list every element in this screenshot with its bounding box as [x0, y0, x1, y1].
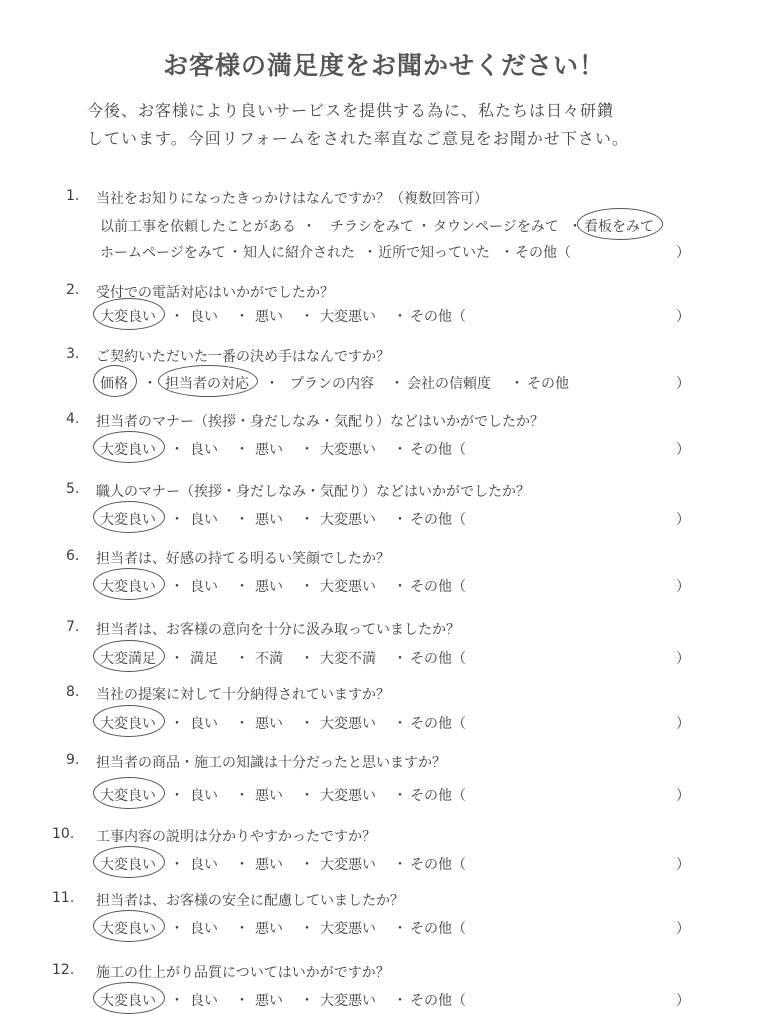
question-3-number: 3. — [66, 346, 80, 362]
question-3-option[interactable]: 価格 — [100, 376, 128, 392]
option-separator: ・ — [393, 716, 407, 732]
question-11-option[interactable]: 悪い — [255, 921, 283, 937]
close-paren: ） — [676, 309, 690, 325]
option-separator: ・ — [300, 651, 314, 667]
option-separator: ・ — [235, 579, 249, 595]
option-separator: ・ — [170, 442, 184, 458]
question-1-option[interactable]: 以前工事を依頼したことがある — [100, 219, 296, 235]
close-paren: ） — [676, 993, 690, 1009]
question-7-option[interactable]: 不満 — [255, 651, 283, 667]
question-9-option[interactable]: 大変悪い — [320, 788, 376, 804]
question-11-option[interactable]: その他（ — [410, 921, 466, 937]
option-separator: ・ — [393, 788, 407, 804]
question-6-option[interactable]: 悪い — [255, 579, 283, 595]
option-separator: ・ — [170, 921, 184, 937]
question-11-text: 担当者は、お客様の安全に配慮していましたか？ — [96, 893, 404, 909]
question-5-option[interactable]: 大変悪い — [320, 512, 376, 528]
option-separator: ・ — [500, 245, 514, 261]
question-7-option[interactable]: 満足 — [190, 651, 218, 667]
option-separator: ・ — [393, 993, 407, 1009]
question-3-option[interactable]: 担当者の対応 — [165, 376, 249, 392]
question-6-option[interactable]: その他（ — [410, 579, 466, 595]
question-8-option[interactable]: その他（ — [410, 716, 466, 732]
question-3-option[interactable]: プランの内容 — [290, 376, 374, 392]
option-separator: ・ — [300, 716, 314, 732]
question-1-option[interactable]: 近所で知っていた — [378, 245, 490, 261]
option-separator: ・ — [390, 376, 404, 392]
question-2-option[interactable]: 大変悪い — [320, 309, 376, 325]
question-4-option[interactable]: その他（ — [410, 442, 466, 458]
option-separator: ・ — [393, 512, 407, 528]
question-8-option[interactable]: 良い — [190, 716, 218, 732]
option-separator: ・ — [302, 219, 316, 235]
option-separator: ・ — [568, 219, 582, 235]
question-2-number: 2. — [66, 282, 80, 298]
option-separator: ・ — [300, 857, 314, 873]
intro-line-1: 今後、お客様により良いサービスを提供する為に、私たちは日々研鑽 — [87, 101, 615, 120]
question-8-option[interactable]: 大変悪い — [320, 716, 376, 732]
question-6-option[interactable]: 大変悪い — [320, 579, 376, 595]
question-10-number: 10. — [52, 826, 75, 842]
question-7-option[interactable]: 大変不満 — [320, 651, 376, 667]
option-separator: ・ — [300, 921, 314, 937]
question-4-number: 4. — [66, 411, 80, 427]
option-separator: ・ — [170, 716, 184, 732]
question-2-option[interactable]: 良い — [190, 309, 218, 325]
question-1-option[interactable]: その他（ — [515, 245, 571, 261]
question-3-text: ご契約いただいた一番の決め手はなんですか？ — [96, 349, 390, 365]
close-paren: ） — [676, 921, 690, 937]
close-paren: ） — [676, 512, 690, 528]
question-2-text: 受付での電話対応はいかがでしたか？ — [96, 285, 334, 301]
question-9-option[interactable]: 大変良い — [100, 788, 156, 804]
option-separator: ・ — [228, 245, 242, 261]
option-separator: ・ — [170, 651, 184, 667]
question-11-option[interactable]: 大変良い — [100, 921, 156, 937]
option-separator: ・ — [235, 921, 249, 937]
question-8-number: 8. — [66, 684, 80, 700]
question-5-option[interactable]: 良い — [190, 512, 218, 528]
option-separator: ・ — [235, 857, 249, 873]
question-2-option[interactable]: その他（ — [410, 309, 466, 325]
question-12-text: 施工の仕上がり品質についてはいかがですか？ — [96, 965, 390, 981]
close-paren: ） — [676, 788, 690, 804]
option-separator: ・ — [143, 376, 157, 392]
option-separator: ・ — [170, 857, 184, 873]
question-2-option[interactable]: 悪い — [255, 309, 283, 325]
question-11-number: 11. — [52, 890, 75, 906]
question-11-option[interactable]: 大変悪い — [320, 921, 376, 937]
question-6-option[interactable]: 大変良い — [100, 579, 156, 595]
question-4-text: 担当者のマナー（挨拶・身だしなみ・気配り）などはいかがでしたか？ — [96, 414, 544, 430]
question-10-option[interactable]: 大変悪い — [320, 857, 376, 873]
question-5-number: 5. — [66, 481, 80, 497]
question-4-option[interactable]: 良い — [190, 442, 218, 458]
option-separator: ・ — [510, 376, 524, 392]
option-separator: ・ — [393, 921, 407, 937]
question-1-option[interactable]: タウンページをみて — [433, 219, 559, 235]
question-9-option[interactable]: 悪い — [255, 788, 283, 804]
close-paren: ） — [676, 245, 690, 261]
option-separator: ・ — [363, 245, 377, 261]
question-11-option[interactable]: 良い — [190, 921, 218, 937]
question-5-text: 職人のマナー（挨拶・身だしなみ・気配り）などはいかがでしたか？ — [96, 484, 530, 500]
option-separator: ・ — [300, 788, 314, 804]
option-separator: ・ — [300, 442, 314, 458]
question-1-number: 1. — [66, 188, 80, 204]
question-9-option[interactable]: 良い — [190, 788, 218, 804]
option-separator: ・ — [235, 309, 249, 325]
question-1-option[interactable]: 知人に紹介された — [243, 245, 355, 261]
question-12-option[interactable]: その他（ — [410, 993, 466, 1009]
question-7-option[interactable]: その他（ — [410, 651, 466, 667]
option-separator: ・ — [170, 512, 184, 528]
question-9-number: 9. — [66, 752, 80, 768]
option-separator: ・ — [235, 651, 249, 667]
question-8-option[interactable]: 大変良い — [100, 716, 156, 732]
close-paren: ） — [676, 857, 690, 873]
question-3-option[interactable]: その他 — [527, 376, 569, 392]
option-separator: ・ — [170, 579, 184, 595]
option-separator: ・ — [235, 716, 249, 732]
option-separator: ・ — [300, 309, 314, 325]
question-12-number: 12. — [52, 962, 75, 978]
question-12-option[interactable]: 大変悪い — [320, 993, 376, 1009]
question-7-option[interactable]: 大変満足 — [100, 651, 156, 667]
intro-line-2: しています。今回リフォームをされた率直なご意見をお聞かせ下さい。 — [87, 129, 629, 148]
question-8-option[interactable]: 悪い — [255, 716, 283, 732]
question-12-option[interactable]: 良い — [190, 993, 218, 1009]
question-4-option[interactable]: 大変悪い — [320, 442, 376, 458]
question-5-option[interactable]: 悪い — [255, 512, 283, 528]
close-paren: ） — [676, 651, 690, 667]
option-separator: ・ — [417, 219, 431, 235]
option-separator: ・ — [300, 993, 314, 1009]
question-1-text: 当社をお知りになったきっかけはなんですか？（複数回答可） — [96, 191, 488, 207]
question-6-number: 6. — [66, 548, 80, 564]
question-5-option[interactable]: その他（ — [410, 512, 466, 528]
option-separator: ・ — [393, 579, 407, 595]
question-10-option[interactable]: 良い — [190, 857, 218, 873]
question-1-option[interactable]: 看板をみて — [584, 219, 654, 235]
question-5-option[interactable]: 大変良い — [100, 512, 156, 528]
option-separator: ・ — [300, 512, 314, 528]
question-12-option[interactable]: 悪い — [255, 993, 283, 1009]
question-1-option[interactable]: チラシをみて — [330, 219, 414, 235]
question-7-text: 担当者は、お客様の意向を十分に汲み取っていましたか？ — [96, 622, 460, 638]
question-3-option[interactable]: 会社の信頼度 — [407, 376, 491, 392]
question-1-option[interactable]: ホームページをみて — [100, 245, 226, 261]
close-paren: ） — [676, 716, 690, 732]
question-2-option[interactable]: 大変良い — [100, 309, 156, 325]
option-separator: ・ — [170, 993, 184, 1009]
close-paren: ） — [676, 442, 690, 458]
option-separator: ・ — [300, 579, 314, 595]
page-title: お客様の満足度をお聞かせください！ — [162, 51, 605, 80]
question-9-text: 担当者の商品・施工の知識は十分だったと思いますか？ — [96, 755, 446, 771]
question-10-option[interactable]: 悪い — [255, 857, 283, 873]
close-paren: ） — [676, 376, 690, 392]
question-4-option[interactable]: 悪い — [255, 442, 283, 458]
option-separator: ・ — [235, 788, 249, 804]
option-separator: ・ — [170, 788, 184, 804]
close-paren: ） — [676, 579, 690, 595]
option-separator: ・ — [393, 442, 407, 458]
option-separator: ・ — [393, 857, 407, 873]
option-separator: ・ — [235, 512, 249, 528]
option-separator: ・ — [393, 651, 407, 667]
option-separator: ・ — [170, 309, 184, 325]
option-separator: ・ — [265, 376, 279, 392]
question-4-option[interactable]: 大変良い — [100, 442, 156, 458]
option-separator: ・ — [235, 442, 249, 458]
question-12-option[interactable]: 大変良い — [100, 993, 156, 1009]
question-7-number: 7. — [66, 619, 80, 635]
question-10-option[interactable]: その他（ — [410, 857, 466, 873]
option-separator: ・ — [235, 993, 249, 1009]
option-separator: ・ — [393, 309, 407, 325]
question-9-option[interactable]: その他（ — [410, 788, 466, 804]
question-6-text: 担当者は、好感の持てる明るい笑顔でしたか？ — [96, 551, 390, 567]
question-6-option[interactable]: 良い — [190, 579, 218, 595]
question-10-text: 工事内容の説明は分かりやすかったですか？ — [96, 829, 376, 845]
question-8-text: 当社の提案に対して十分納得されていますか？ — [96, 687, 390, 703]
question-10-option[interactable]: 大変良い — [100, 857, 156, 873]
